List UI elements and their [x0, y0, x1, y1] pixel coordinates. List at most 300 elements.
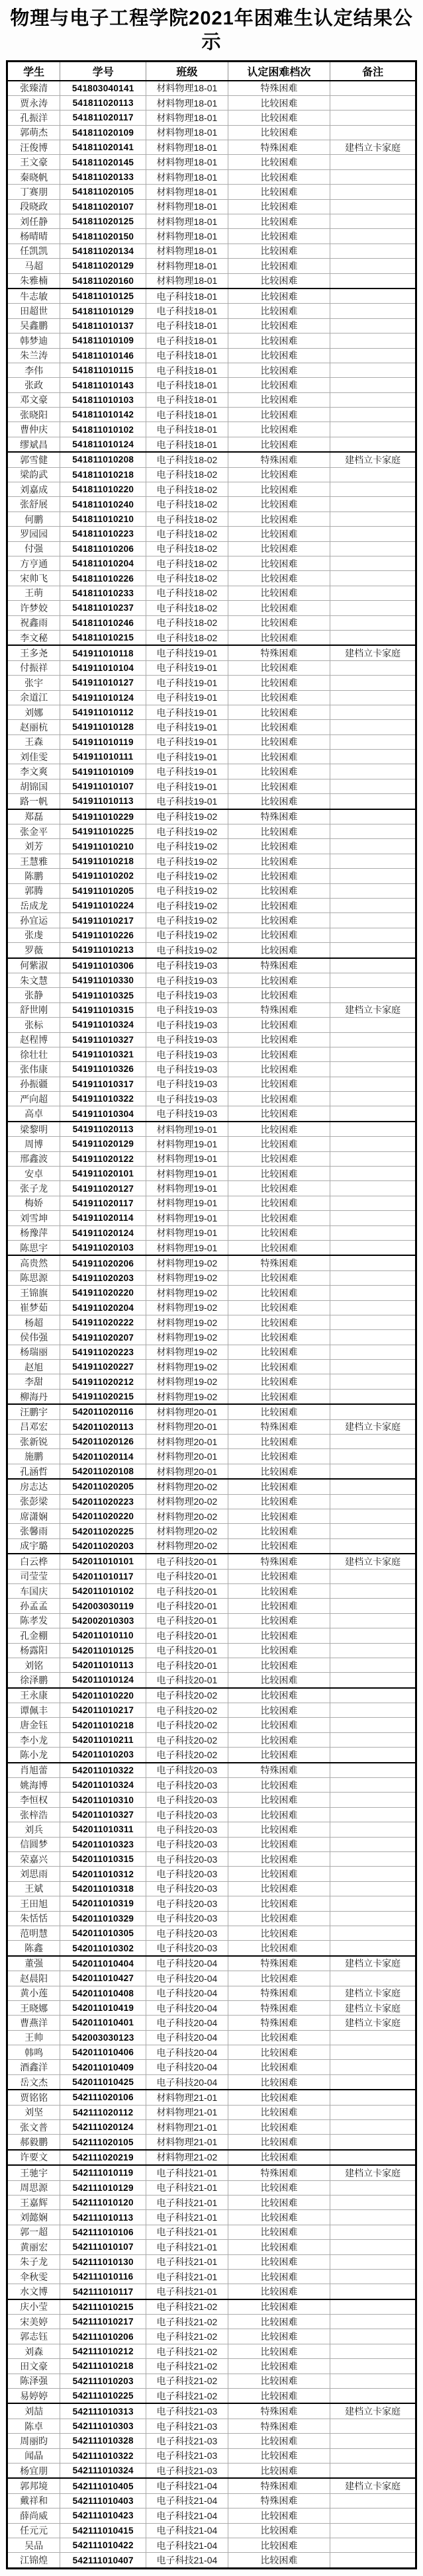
table-row	[7, 289, 416, 304]
student-id: 542011010404	[60, 1956, 146, 1971]
difficulty-level: 比较困难	[228, 1658, 330, 1672]
difficulty-level: 比较困难	[228, 1569, 330, 1583]
table-row	[7, 571, 416, 586]
remark	[330, 705, 416, 719]
student-id: 542111020124	[60, 2120, 146, 2135]
student-name: 郭萌杰	[7, 125, 60, 140]
difficulty-level: 比较困难	[228, 2240, 330, 2254]
student-id: 542011020220	[60, 1509, 146, 1524]
class-name: 电子科技18-02	[146, 571, 228, 586]
difficulty-level: 特殊困难	[228, 2419, 330, 2433]
difficulty-level: 比较困难	[228, 2210, 330, 2225]
table-row	[7, 2045, 416, 2060]
class-name: 电子科技21-02	[146, 2389, 228, 2404]
remark	[330, 1404, 416, 1419]
difficulty-level: 特殊困难	[228, 958, 330, 973]
student-id: 541811020129	[60, 259, 146, 273]
table-row	[7, 1137, 416, 1151]
difficulty-level: 比较困难	[228, 229, 330, 244]
class-name: 材料物理18-01	[146, 169, 228, 184]
student-name: 车国庆	[7, 1583, 60, 1598]
column-header-0: 学生	[7, 61, 60, 81]
class-name: 电子科技20-03	[146, 1778, 228, 1793]
student-name: 杨豫萍	[7, 1225, 60, 1240]
student-id: 542111010225	[60, 2389, 146, 2404]
table-row	[7, 81, 416, 96]
student-name: 施鹏	[7, 1449, 60, 1464]
difficulty-level: 比较困难	[228, 1151, 330, 1166]
student-id: 541911020223	[60, 1345, 146, 1359]
header-row	[7, 61, 416, 81]
difficulty-level: 特殊困难	[228, 2493, 330, 2508]
class-name: 材料物理18-01	[146, 95, 228, 110]
student-id: 541811020141	[60, 140, 146, 155]
class-name: 电子科技19-01	[146, 734, 228, 749]
student-id: 542111010215	[60, 2299, 146, 2315]
difficulty-level: 比较困难	[228, 125, 330, 140]
student-id: 542011010117	[60, 1569, 146, 1583]
remark	[330, 2225, 416, 2239]
class-name: 材料物理18-01	[146, 185, 228, 199]
difficulty-level: 比较困难	[228, 348, 330, 363]
difficulty-level: 特殊困难	[228, 1554, 330, 1569]
table-row	[7, 1181, 416, 1196]
student-id: 542011010125	[60, 1643, 146, 1658]
class-name: 电子科技21-03	[146, 2464, 228, 2479]
difficulty-level: 比较困难	[228, 333, 330, 348]
table-row	[7, 348, 416, 363]
difficulty-level: 比较困难	[228, 1122, 330, 1137]
table-row	[7, 1778, 416, 1793]
remark: 建档立卡家庭	[330, 2403, 416, 2419]
table-row	[7, 1330, 416, 1345]
difficulty-level: 比较困难	[228, 1494, 330, 1509]
remark: 建档立卡家庭	[330, 2016, 416, 2030]
class-name: 电子科技20-03	[146, 1911, 228, 1926]
class-name: 材料物理21-01	[146, 2090, 228, 2105]
student-name: 刘嘉成	[7, 482, 60, 497]
remark	[330, 794, 416, 809]
student-id: 541811010137	[60, 318, 146, 333]
remark	[330, 1538, 416, 1554]
student-name: 王驰宇	[7, 2165, 60, 2180]
difficulty-level: 比较困难	[228, 854, 330, 868]
student-name: 王慧雅	[7, 854, 60, 868]
student-name: 张晓阳	[7, 408, 60, 422]
student-name: 王斌	[7, 1881, 60, 1896]
difficulty-level: 比较困难	[228, 1583, 330, 1598]
class-name: 电子科技21-04	[146, 2478, 228, 2493]
student-id: 541911010327	[60, 1032, 146, 1047]
remark	[330, 348, 416, 363]
class-name: 电子科技21-01	[146, 2195, 228, 2209]
difficulty-level: 比较困难	[228, 734, 330, 749]
remark	[330, 408, 416, 422]
student-id: 542011020203	[60, 1538, 146, 1554]
student-id: 542011010302	[60, 1941, 146, 1956]
class-name: 材料物理18-01	[146, 244, 228, 258]
difficulty-level: 比较困难	[228, 2538, 330, 2552]
difficulty-level: 特殊困难	[228, 81, 330, 96]
remark	[330, 1718, 416, 1732]
student-id: 541811010240	[60, 497, 146, 511]
student-name: 侯伟强	[7, 1330, 60, 1345]
student-name: 贾铭铭	[7, 2090, 60, 2105]
table-row	[7, 1122, 416, 1137]
class-name: 电子科技21-02	[146, 2315, 228, 2329]
table-row	[7, 556, 416, 571]
class-name: 电子科技20-01	[146, 1554, 228, 1569]
difficulty-level: 比较困难	[228, 169, 330, 184]
class-name: 材料物理20-01	[146, 1419, 228, 1434]
remark	[330, 363, 416, 377]
class-name: 材料物理19-02	[146, 1255, 228, 1270]
remark	[330, 898, 416, 912]
student-id: 541911020117	[60, 1196, 146, 1210]
remark	[330, 779, 416, 793]
table-row	[7, 1538, 416, 1554]
difficulty-level: 特殊困难	[228, 452, 330, 467]
difficulty-level: 比较困难	[228, 363, 330, 377]
student-name: 何鹏	[7, 511, 60, 526]
student-name: 张伟康	[7, 1062, 60, 1077]
table-row	[7, 497, 416, 511]
class-name: 电子科技21-04	[146, 2538, 228, 2552]
difficulty-level: 比较困难	[228, 1077, 330, 1091]
student-id: 542011010324	[60, 1778, 146, 1793]
remark	[330, 169, 416, 184]
student-name: 郑磊	[7, 809, 60, 824]
difficulty-level: 比较困难	[228, 750, 330, 764]
difficulty-level: 比较困难	[228, 1926, 330, 1940]
student-id: 541811020150	[60, 229, 146, 244]
remark	[330, 690, 416, 705]
student-name: 王森	[7, 734, 60, 749]
student-id: 541811020133	[60, 169, 146, 184]
table-row	[7, 2105, 416, 2119]
difficulty-level: 比较困难	[228, 1435, 330, 1449]
student-id: 541811010204	[60, 556, 146, 571]
student-name: 伞秋雯	[7, 2269, 60, 2284]
difficulty-level: 比较困难	[228, 1793, 330, 1807]
class-name: 电子科技19-02	[146, 839, 228, 854]
remark	[330, 2538, 416, 2552]
table-row	[7, 1524, 416, 1538]
student-name: 张金平	[7, 824, 60, 839]
class-name: 电子科技20-01	[146, 1643, 228, 1658]
student-name: 王帅	[7, 2030, 60, 2045]
table-row	[7, 2240, 416, 2254]
student-id: 542011010319	[60, 1896, 146, 1911]
class-name: 电子科技20-03	[146, 1807, 228, 1822]
student-name: 黄小莲	[7, 1986, 60, 2000]
student-id: 541811020125	[60, 214, 146, 229]
remark	[330, 869, 416, 883]
remark	[330, 1643, 416, 1658]
difficulty-level: 比较困难	[228, 1941, 330, 1956]
student-name: 刘喆	[7, 2403, 60, 2419]
table-row	[7, 1748, 416, 1763]
difficulty-level: 比较困难	[228, 2045, 330, 2060]
student-id: 541811010210	[60, 511, 146, 526]
difficulty-level: 比较困难	[228, 259, 330, 273]
remark	[330, 95, 416, 110]
table-row	[7, 333, 416, 348]
remark	[330, 1196, 416, 1210]
table-row	[7, 1225, 416, 1240]
student-name: 孔金棚	[7, 1628, 60, 1643]
student-id: 541811010115	[60, 363, 146, 377]
class-name: 电子科技21-03	[146, 2403, 228, 2419]
table-row	[7, 541, 416, 556]
difficulty-level: 特殊困难	[228, 1763, 330, 1778]
class-name: 电子科技19-01	[146, 705, 228, 719]
student-name: 张馨雨	[7, 1524, 60, 1538]
student-name: 孔涵哲	[7, 1464, 60, 1479]
student-name: 陈鑫	[7, 1941, 60, 1956]
student-id: 541811010146	[60, 348, 146, 363]
class-name: 材料物理21-02	[146, 2150, 228, 2165]
class-name: 电子科技18-01	[146, 437, 228, 452]
student-id: 541911020127	[60, 1181, 146, 1196]
class-name: 电子科技20-04	[146, 2074, 228, 2090]
class-name: 电子科技21-01	[146, 2254, 228, 2269]
table-row	[7, 1106, 416, 1122]
remark	[330, 943, 416, 958]
class-name: 电子科技18-02	[146, 586, 228, 600]
difficulty-level: 比较困难	[228, 1971, 330, 1986]
table-row	[7, 304, 416, 318]
student-id: 541911020122	[60, 1151, 146, 1166]
student-name: 刘懿娴	[7, 2210, 60, 2225]
class-name: 材料物理20-02	[146, 1538, 228, 1554]
student-id: 542011010419	[60, 2000, 146, 2015]
student-name: 刘任静	[7, 214, 60, 229]
difficulty-level: 比较困难	[228, 2105, 330, 2119]
difficulty-level: 比较困难	[228, 318, 330, 333]
remark	[330, 2074, 416, 2090]
table-row	[7, 2464, 416, 2479]
class-name: 材料物理18-01	[146, 259, 228, 273]
student-id: 541911010109	[60, 764, 146, 779]
student-id: 541811010143	[60, 378, 146, 392]
remark	[330, 2045, 416, 2060]
student-id: 541911010325	[60, 988, 146, 1002]
class-name: 电子科技18-02	[146, 601, 228, 615]
difficulty-level: 比较困难	[228, 155, 330, 169]
difficulty-level: 比较困难	[228, 1106, 330, 1122]
remark	[330, 273, 416, 289]
remark	[330, 1270, 416, 1285]
student-name: 陈思源	[7, 1270, 60, 1285]
table-row	[7, 2225, 416, 2239]
difficulty-level: 比较困难	[228, 630, 330, 645]
student-name: 姚海博	[7, 1778, 60, 1793]
difficulty-level: 比较困难	[228, 869, 330, 883]
remark	[330, 1703, 416, 1718]
student-name: 柳海丹	[7, 1389, 60, 1404]
student-id: 541811020134	[60, 244, 146, 258]
student-name: 陈卓	[7, 2419, 60, 2433]
difficulty-level: 比较困难	[228, 1732, 330, 1747]
table-row	[7, 1389, 416, 1404]
table-row	[7, 824, 416, 839]
difficulty-level: 比较困难	[228, 690, 330, 705]
student-name: 安卓	[7, 1167, 60, 1181]
table-row	[7, 363, 416, 377]
class-name: 材料物理19-01	[146, 1240, 228, 1255]
student-id: 542011020116	[60, 1404, 146, 1419]
student-id: 541811020145	[60, 155, 146, 169]
difficulty-level: 比较困难	[228, 1196, 330, 1210]
student-name: 薛尚威	[7, 2509, 60, 2523]
difficulty-level: 比较困难	[228, 273, 330, 289]
class-name: 电子科技21-03	[146, 2448, 228, 2463]
table-row	[7, 1703, 416, 1718]
difficulty-level: 比较困难	[228, 1748, 330, 1763]
remark	[330, 824, 416, 839]
student-name: 刘思雨	[7, 1867, 60, 1881]
class-name: 电子科技19-01	[146, 690, 228, 705]
remark	[330, 734, 416, 749]
table-row	[7, 1837, 416, 1851]
student-name: 王文豪	[7, 155, 60, 169]
student-id: 541811010218	[60, 467, 146, 482]
column-header-3: 认定困难档次	[228, 61, 330, 81]
remark	[330, 1449, 416, 1464]
class-name: 电子科技19-03	[146, 973, 228, 987]
class-name: 电子科技18-01	[146, 422, 228, 437]
student-id: 542111010218	[60, 2359, 146, 2374]
table-row	[7, 2195, 416, 2209]
remark	[330, 2150, 416, 2165]
remark	[330, 2090, 416, 2105]
difficulty-level: 比较困难	[228, 304, 330, 318]
class-name: 电子科技21-02	[146, 2299, 228, 2315]
remark	[330, 764, 416, 779]
difficulty-level: 比较困难	[228, 1062, 330, 1077]
table-row	[7, 1822, 416, 1837]
difficulty-level: 比较困难	[228, 1613, 330, 1628]
student-name: 水文博	[7, 2284, 60, 2299]
remark: 建档立卡家庭	[330, 2165, 416, 2180]
difficulty-level: 比较困难	[228, 1851, 330, 1866]
remark	[330, 988, 416, 1002]
student-name: 席潇娴	[7, 1509, 60, 1524]
student-name: 张虔	[7, 928, 60, 942]
class-name: 电子科技18-01	[146, 392, 228, 407]
class-name: 材料物理18-01	[146, 140, 228, 155]
class-name: 材料物理18-01	[146, 81, 228, 96]
difficulty-level: 比较困难	[228, 1360, 330, 1374]
table-row	[7, 630, 416, 645]
student-id: 542011010110	[60, 1628, 146, 1643]
table-row	[7, 2016, 416, 2030]
class-name: 材料物理18-01	[146, 199, 228, 214]
difficulty-level: 特殊困难	[228, 2000, 330, 2015]
remark	[330, 586, 416, 600]
student-id: 542011010315	[60, 1851, 146, 1866]
difficulty-level: 比较困难	[228, 839, 330, 854]
remark	[330, 1225, 416, 1240]
column-header-4: 备注	[330, 61, 416, 81]
student-name: 刘铭	[7, 1658, 60, 1672]
table-row	[7, 2165, 416, 2180]
student-name: 刘娜	[7, 705, 60, 719]
difficulty-level: 比较困难	[228, 437, 330, 452]
class-name: 电子科技18-02	[146, 541, 228, 556]
student-id: 541911010210	[60, 839, 146, 854]
student-id: 541911010127	[60, 676, 146, 690]
difficulty-level: 比较困难	[228, 1374, 330, 1389]
class-name: 电子科技19-01	[146, 720, 228, 734]
student-name: 路一帆	[7, 794, 60, 809]
class-name: 材料物理20-01	[146, 1464, 228, 1479]
class-name: 电子科技20-01	[146, 1628, 228, 1643]
student-name: 韩鸣	[7, 2045, 60, 2060]
difficulty-level: 比较困难	[228, 1018, 330, 1032]
table-row	[7, 2493, 416, 2508]
student-id: 542111010313	[60, 2403, 146, 2419]
table-row	[7, 1002, 416, 1017]
student-id: 542011010406	[60, 2045, 146, 2060]
class-name: 电子科技18-02	[146, 630, 228, 645]
class-name: 电子科技20-04	[146, 1971, 228, 1986]
difficulty-level: 比较困难	[228, 95, 330, 110]
remark	[330, 571, 416, 586]
remark	[330, 1896, 416, 1911]
class-name: 材料物理18-01	[146, 111, 228, 125]
table-row	[7, 2553, 416, 2568]
class-name: 电子科技19-02	[146, 898, 228, 912]
student-name: 曹燕洋	[7, 2016, 60, 2030]
difficulty-level: 比较困难	[228, 2060, 330, 2074]
student-id: 542111010120	[60, 2195, 146, 2209]
remark	[330, 1778, 416, 1793]
difficulty-level: 比较困难	[228, 973, 330, 987]
student-name: 徐泽鹏	[7, 1673, 60, 1688]
table-row	[7, 169, 416, 184]
remark	[330, 2269, 416, 2284]
remark	[330, 1345, 416, 1359]
student-id: 542111010303	[60, 2419, 146, 2433]
student-name: 汪鹏宇	[7, 1404, 60, 1419]
difficulty-level: 比较困难	[228, 1181, 330, 1196]
student-name: 贾永涛	[7, 95, 60, 110]
table-row	[7, 1763, 416, 1778]
remark	[330, 1360, 416, 1374]
table-row	[7, 2389, 416, 2404]
class-name: 电子科技19-03	[146, 1032, 228, 1047]
student-name: 胡锦国	[7, 779, 60, 793]
remark	[330, 1867, 416, 1881]
remark: 建档立卡家庭	[330, 645, 416, 660]
student-name: 刘佳雯	[7, 750, 60, 764]
student-id: 542011010305	[60, 1926, 146, 1940]
table-row	[7, 259, 416, 273]
class-name: 电子科技18-01	[146, 304, 228, 318]
student-id: 542111020105	[60, 2135, 146, 2150]
student-id: 541911020129	[60, 1137, 146, 1151]
class-name: 材料物理19-01	[146, 1181, 228, 1196]
remark	[330, 1151, 416, 1166]
class-name: 电子科技18-01	[146, 378, 228, 392]
student-name: 郭雪健	[7, 452, 60, 467]
remark	[330, 2120, 416, 2135]
remark	[330, 1300, 416, 1315]
student-name: 朱恬恬	[7, 1911, 60, 1926]
table-body	[7, 81, 416, 2569]
